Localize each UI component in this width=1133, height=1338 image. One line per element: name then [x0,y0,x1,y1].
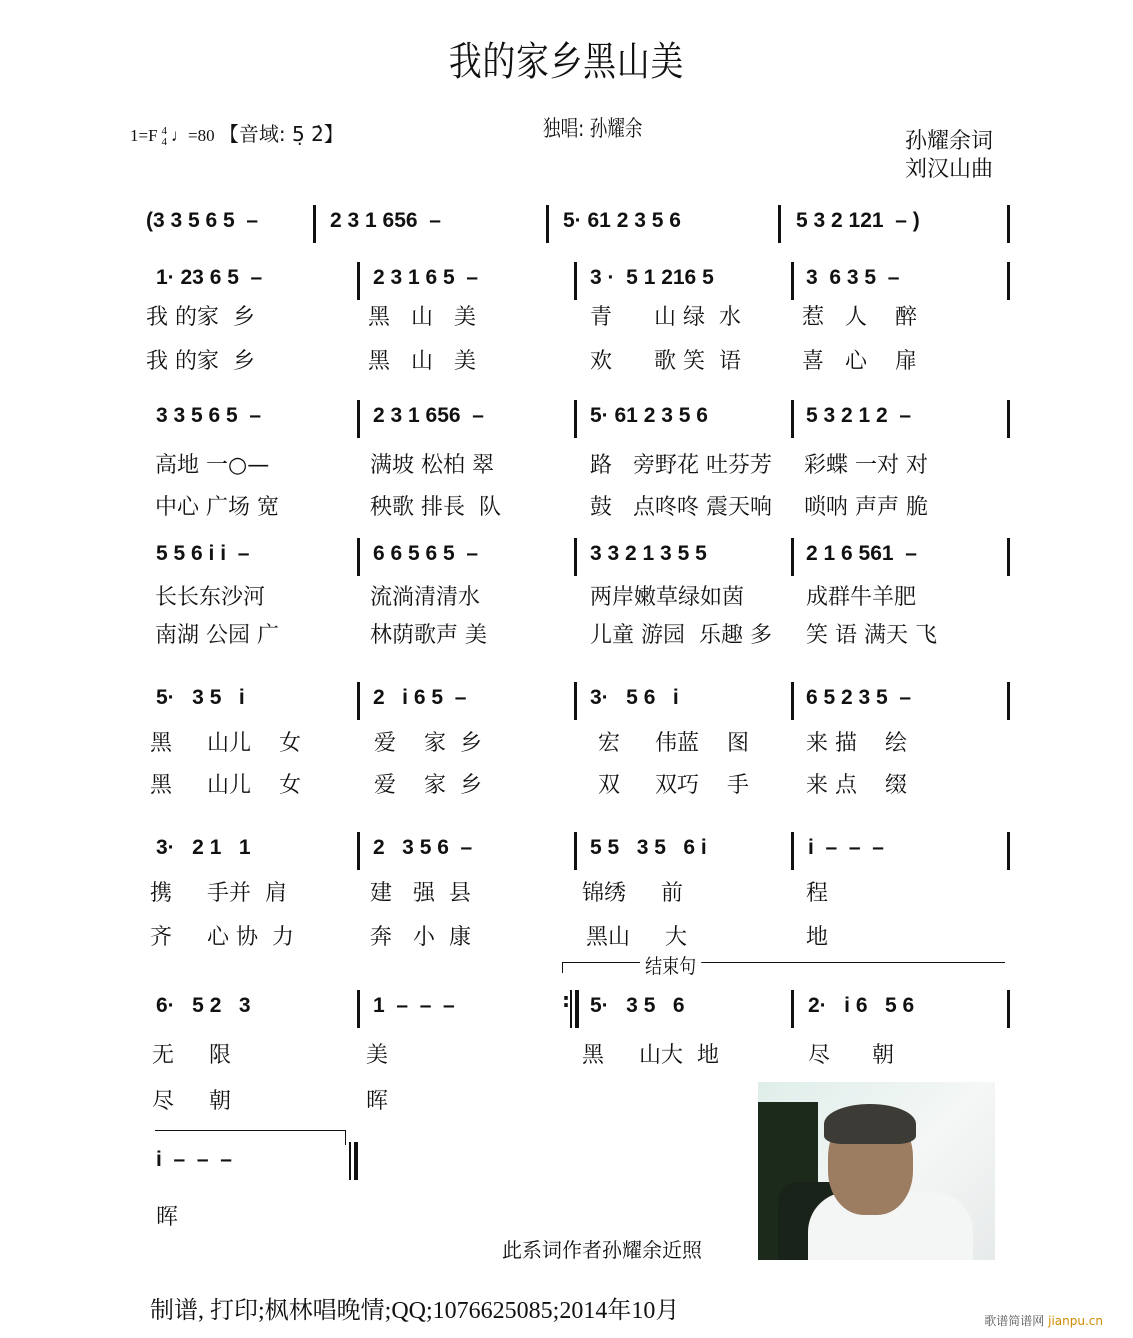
bar-line [1007,832,1010,870]
bar-line [791,682,794,720]
measure: 2 3 1 6 5 – [373,266,479,289]
bar-line [1007,538,1010,576]
final-bar-thin [349,1142,351,1180]
time-sig-bottom: 4 [161,136,168,149]
singer: 独唱: 孙耀余 [543,117,643,142]
lyric-verse2: 欢 歌 笑 语 [590,349,741,374]
lyric-verse2: 鼓 点咚咚 震天响 [590,495,772,520]
measure: 5 5 3 5 6 i [590,836,707,859]
bar-line [357,538,360,576]
measure: 3 · 5 1 216 5 [590,266,714,289]
lyricist: 孙耀余词 [905,129,994,154]
bar-line [357,832,360,870]
lyric-verse1: 携 手并 肩 [150,881,287,906]
measure: 2 3 5 6 – [373,836,473,859]
lyric-verse2: 秧歌 排長 队 [370,495,501,520]
bar-line [357,990,360,1028]
measure: 3 3 2 1 3 5 5 [590,542,707,565]
lyric-verse2: 地 [806,925,829,950]
lyric-verse1: 尽 朝 [808,1043,894,1068]
lyric-verse2: 黑山 大 [586,925,687,950]
bar-line [1007,990,1010,1028]
lyric-verse1: 青 山 绿 水 [590,305,741,330]
bar-line [791,262,794,300]
time-sig-top: 4 [161,125,168,138]
lyric-verse1: 黑 山儿 女 [150,731,301,756]
measure: 2 i 6 5 – [373,686,467,709]
repeat-bar-thin [570,990,572,1028]
lyric-verse2: 晖 [366,1089,389,1114]
measure: 3 3 5 6 5 – [156,404,262,427]
measure: 6 6 5 6 5 – [373,542,479,565]
lyric-verse1: 宏 伟蓝 图 [598,731,749,756]
bar-line [357,400,360,438]
lyric-verse1: 成群牛羊肥 [806,585,917,610]
lyric-verse2: 我 的家 乡 [146,349,255,374]
lyric-verse2: 奔 小 康 [370,925,471,950]
measure: 2 1 6 561 – [806,542,917,565]
lyric-verse1: 晖 [156,1205,179,1230]
lyric-verse2: 喜 心 扉 [802,349,917,374]
footer-credits: 制谱, 打印;枫林唱晚情;QQ;1076625085;2014年10月 [150,1298,680,1324]
lyric-verse2: 双 双巧 手 [598,773,749,798]
lyric-verse1: 惹 人 醉 [802,305,917,330]
song-title: 我的家乡黑山美 [448,39,685,85]
bar-line [778,205,781,243]
song-meta [130,118,344,148]
bar-line [791,538,794,576]
measure: 5 3 2 121 – ) [796,209,920,232]
lyric-verse2: 笑 语 满天 飞 [806,623,937,648]
lyric-verse1: 流淌清清水 [370,585,481,610]
lyric-verse1: 来 描 绘 [806,731,907,756]
measure: 3· 5 6 i [590,686,679,709]
lyric-verse1: 两岸嫩草绿如茵 [590,585,745,610]
bar-line [1007,262,1010,300]
bar-line [574,538,577,576]
lyric-verse1: 黑 山 美 [368,305,476,330]
lyric-verse1: 长长东沙河 [155,585,266,610]
bar-line [574,400,577,438]
lyric-verse2: 尽 朝 [152,1089,231,1114]
ending-bracket [562,962,1005,973]
bar-line [1007,205,1010,243]
lyric-verse2: 林荫歌声 美 [370,623,487,648]
measure: 1· 23 6 5 – [156,266,263,289]
measure: 1 – – – [373,994,455,1017]
measure: 6· 5 2 3 [156,994,251,1017]
measure: (3 3 5 6 5 – [146,209,259,232]
lyric-verse1: 路 旁野花 吐芬芳 [590,453,772,478]
lyric-verse2: 南湖 公园 广 [155,623,279,648]
measure: 6 5 2 3 5 – [806,686,912,709]
lyric-verse2: 来 点 缀 [806,773,907,798]
measure: 5· 3 5 6 [590,994,685,1017]
lyric-verse1: 美 [366,1043,389,1068]
bar-line [791,990,794,1028]
repeat-dots: : [562,988,570,1012]
bar-line [313,205,316,243]
ending-label: 结束句 [640,950,701,979]
measure: 3 6 3 5 – [806,266,900,289]
lyric-verse2: 黑 山儿 女 [150,773,301,798]
measure: i – – – [808,836,884,859]
bar-line [546,205,549,243]
credits [905,128,993,184]
bar-line [357,682,360,720]
bar-line [574,682,577,720]
watermark-site: jianpu.cn [1048,1314,1103,1328]
measure: 5 3 2 1 2 – [806,404,912,427]
lyric-verse1: 高地 一○— [155,453,270,478]
lyric-verse2: 中心 广场 宽 [155,495,279,520]
time-signature [162,126,168,148]
lyric-verse1: 爱 家 乡 [374,731,482,756]
measure: 3· 2 1 1 [156,836,251,859]
measure: 5· 3 5 i [156,686,245,709]
measure: 2 3 1 656 – [330,209,441,232]
repeat-bar-thick [575,990,579,1028]
bar-line [791,400,794,438]
lyric-verse1: 建 强 县 [370,881,471,906]
lyric-verse2: 唢呐 声声 脆 [804,495,928,520]
photo-caption: 此系词作者孙耀余近照 [502,1238,702,1262]
lyric-verse1: 无 限 [152,1043,231,1068]
bar-line [1007,682,1010,720]
bar-line [574,832,577,870]
lyric-verse2: 爱 家 乡 [374,773,482,798]
bar-line [574,262,577,300]
lyric-verse2: 齐 心 协 力 [150,925,294,950]
lyric-verse1: 黑 山大 地 [582,1043,719,1068]
bar-line [357,262,360,300]
bar-line [791,832,794,870]
lyric-verse1: 锦绣 前 [582,881,683,906]
measure: 5 5 6 i i – [156,542,250,565]
lyric-verse2: 儿童 游园 乐趣 多 [590,623,772,648]
lyric-verse1: 彩蝶 一对 对 [804,453,928,478]
watermark [984,1312,1103,1329]
measure: 2 3 1 656 – [373,404,484,427]
tempo: ♩=80 [171,126,215,145]
lyric-verse1: 满坡 松柏 翠 [370,453,494,478]
author-photo [758,1082,995,1260]
final-ending-bracket [155,1130,346,1145]
vocal-range: 【音域: 5̣ 2̇】 [218,122,344,146]
measure: 5· 61 2 3 5 6 [563,209,681,232]
measure: 5· 61 2 3 5 6 [590,404,708,427]
watermark-text: 歌谱简谱网 [984,1314,1045,1328]
measure: 2· i 6 5 6 [808,994,915,1017]
measure: i – – – [156,1148,232,1171]
lyric-verse1: 我 的家 乡 [146,305,255,330]
final-bar-thick [354,1142,358,1180]
lyric-verse2: 黑 山 美 [368,349,476,374]
photo-hair [824,1104,916,1144]
key-signature: 1=F [130,126,158,145]
bar-line [1007,400,1010,438]
composer: 刘汉山曲 [905,157,994,182]
lyric-verse1: 程 [806,881,829,906]
